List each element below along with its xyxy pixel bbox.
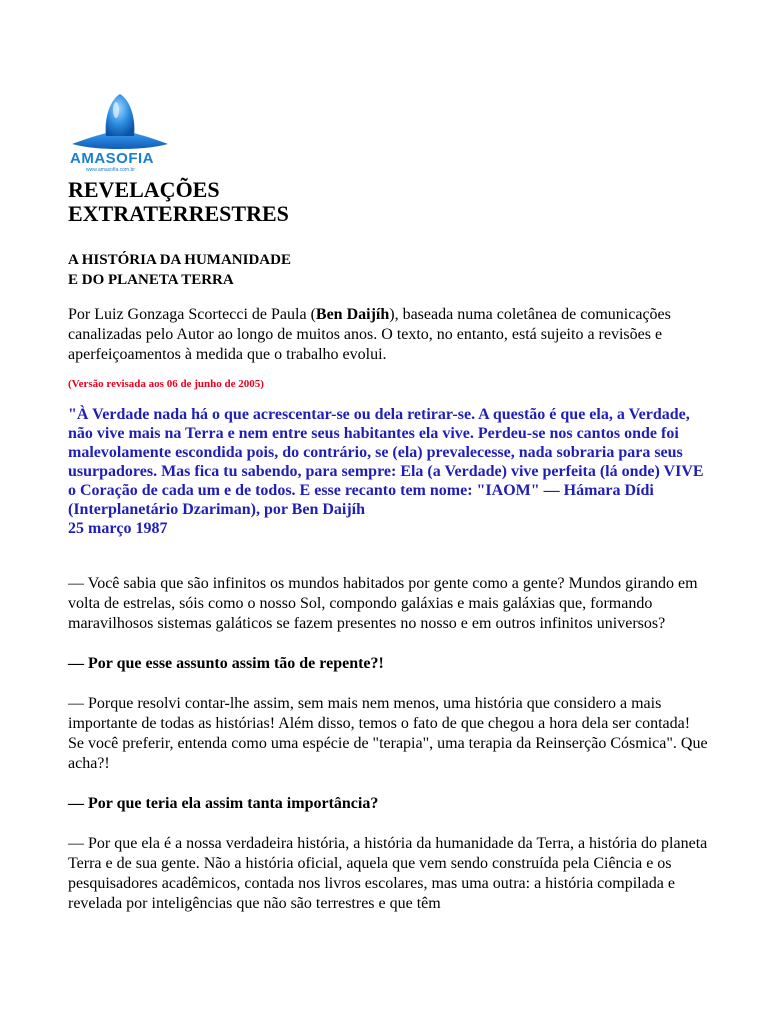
logo-url: www.amasofia.com.br xyxy=(86,167,135,173)
paragraph-2: — Porque resolvi contar-lhe assim, sem mais nem menos, uma história que considero a mais importante de todas as histórias! Além disso, temos o fato de que chegou a hora dela ser contada! Se você preferir, entenda como uma espécie de "terapia", uma terapia da Reinserção Cósmica". Que acha?! xyxy=(68,695,708,772)
logo-name: AMASOFIA xyxy=(70,150,154,167)
paragraph-3: — Por que ela é a nossa verdadeira história, a história da humanidade da Terra, a história do planeta Terra e de sua gente. Não a história oficial, aquela que vem sendo construída pela Ciência e os pesquisadores acadêmicos, contada nos livros escolares, mas uma outra: a história compilada e revelada por inteligências que não são terrestres e que têm xyxy=(68,835,708,912)
intro-paragraph xyxy=(68,305,708,365)
amasofia-logo xyxy=(68,88,172,176)
paragraph-1: — Você sabia que são infinitos os mundos habitados por gente como a gente? Mundos girando em volta de estrelas, sóis como o nosso Sol, compondo galáxias e mais galáxias que, formando maravilhosos sistemas galáticos se fazem presentes no nosso e em outros infinitos universos? xyxy=(68,575,698,632)
question-2: — Por que teria ela assim tanta importância? xyxy=(68,795,379,812)
intro-prefix: Por Luiz Gonzaga Scortecci de Paula ( xyxy=(68,306,316,323)
epigraph-quote xyxy=(68,405,708,538)
quote-text: "À Verdade nada há o que acrescentar-se ou dela retirar-se. A questão é que ela, a Verdade, não vive mais na Terra e nem entre seus habitantes ela vive. Perdeu-se nos cantos onde foi malevolamente escondida pois, do contrário, se (ela) prevalecesse, nada sobraria para seus usurpadores. Mas fica tu sabendo, para sempre: Ela (a Verdade) vive perfeita (lá onde) VIVE o Coração de cada um e de todos. E esse recanto tem nome: "IAOM" — Hámara Dídi (Interplanetário Dzariman), por Ben Daijíh xyxy=(68,406,704,518)
document-page xyxy=(68,88,708,914)
version-note: (Versão revisada aos 06 de junho de 2005) xyxy=(68,378,264,390)
question-1: — Por que esse assunto assim tão de repente?! xyxy=(68,655,384,672)
intro-suffix: ), baseada numa coletânea de comunicações canalizadas pelo Autor ao longo de muitos anos. O texto, no entanto, está sujeito a revisões e aperfeiçoamentos à medida que o trabalho evolui. xyxy=(68,306,671,363)
document-title xyxy=(68,178,708,226)
title-line-1: REVELAÇÕES xyxy=(68,177,220,202)
subtitle-line-1: A HISTÓRIA DA HUMANIDADE xyxy=(68,252,291,268)
document-subtitle xyxy=(68,250,708,290)
subtitle-line-2: E DO PLANETA TERRA xyxy=(68,272,234,288)
title-line-2: EXTRATERRESTRES xyxy=(68,201,289,226)
quote-date: 25 março 1987 xyxy=(68,520,168,537)
author-pseudonym: Ben Daijíh xyxy=(315,306,390,323)
rocket-icon xyxy=(68,88,172,152)
